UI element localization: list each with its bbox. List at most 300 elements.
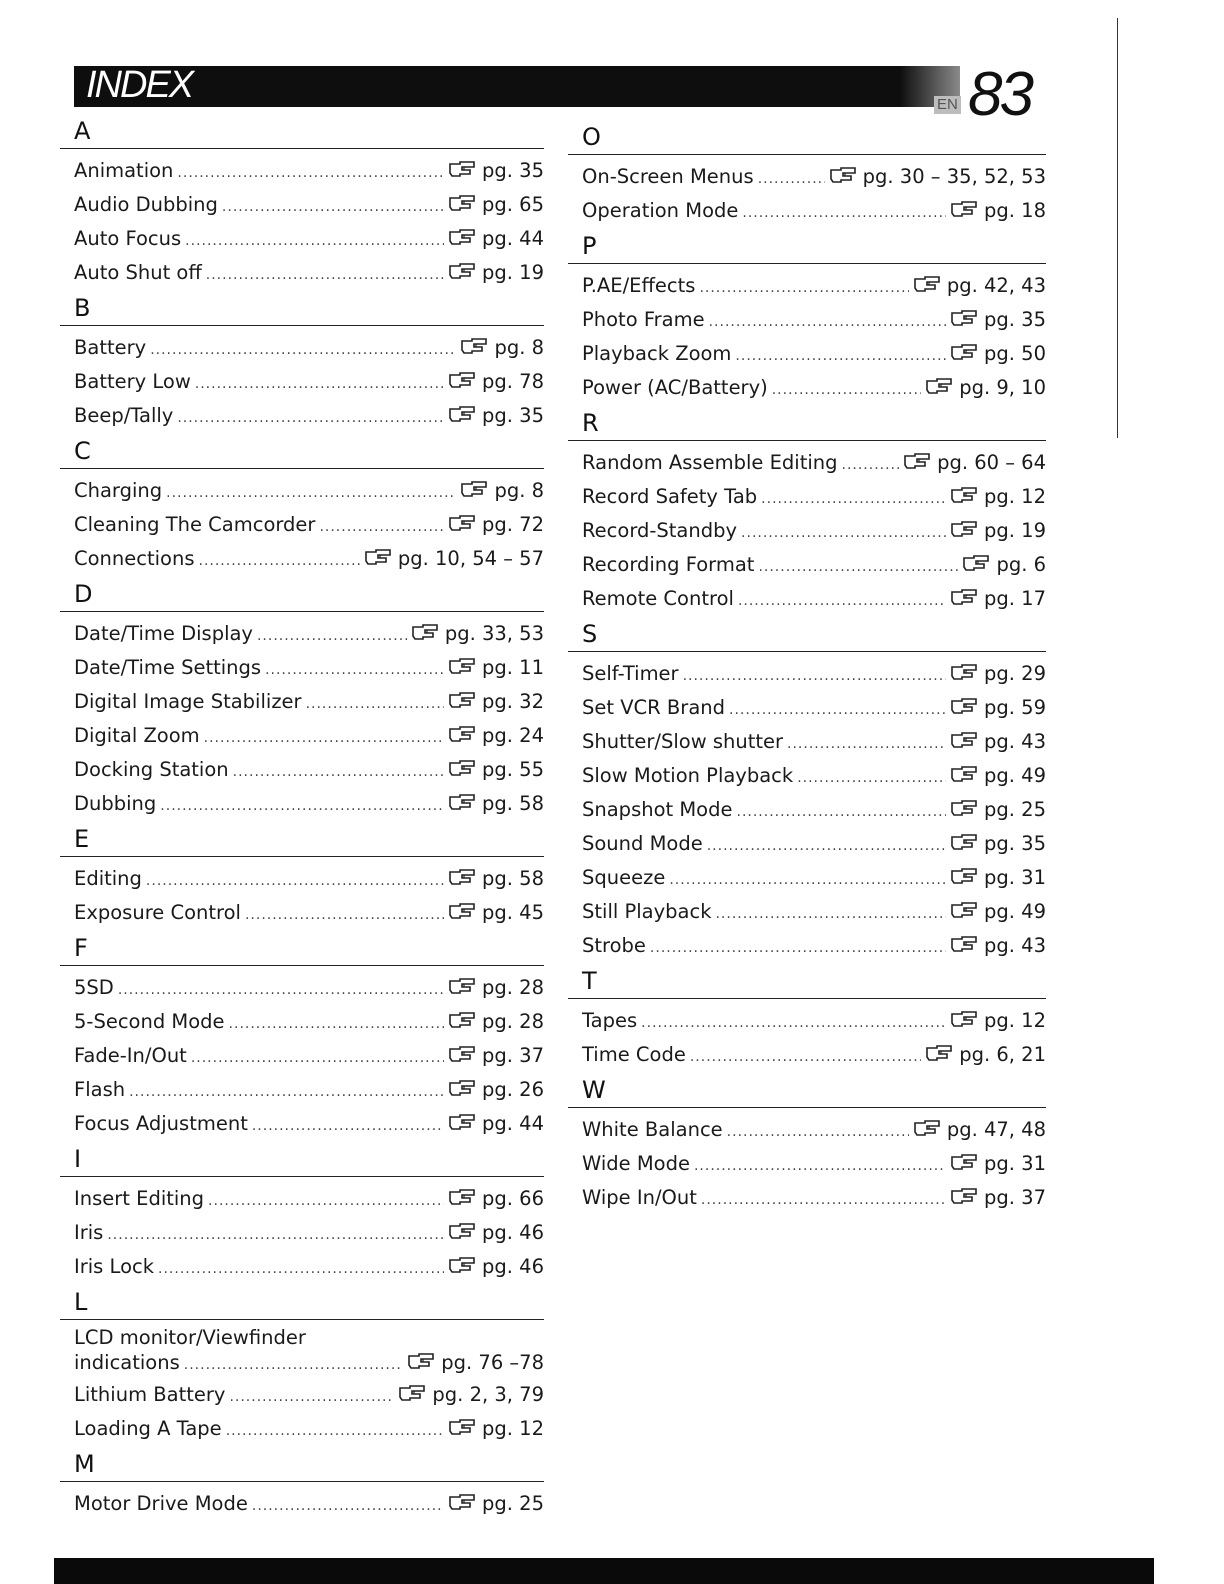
- leader-dots: [306, 689, 444, 720]
- index-entry: [60, 543, 544, 577]
- entry-page-ref: [460, 332, 544, 363]
- page-ref-text: pg. 6, 21: [959, 1043, 1046, 1066]
- leader-dots: [118, 975, 444, 1006]
- index-entry: [60, 972, 544, 1006]
- leader-dots: [158, 1254, 444, 1285]
- entry-page-ref: [950, 583, 1046, 614]
- leader-dots: [252, 1491, 444, 1522]
- section-divider: [568, 998, 1046, 999]
- entry-name: Self-Timer: [582, 662, 679, 685]
- index-entry: [60, 332, 544, 366]
- section-divider: [568, 1107, 1046, 1108]
- leader-dots: [107, 1220, 444, 1251]
- pointing-hand-icon: [448, 189, 476, 205]
- pointing-hand-icon: [448, 863, 476, 879]
- index-entry: [568, 161, 1046, 195]
- pointing-hand-icon: [448, 509, 476, 525]
- index-entry: [60, 788, 544, 822]
- entry-page-ref: [913, 1114, 1046, 1145]
- pointing-hand-icon: [950, 481, 978, 497]
- section-letter: C: [74, 437, 91, 465]
- entry-page-ref: [448, 863, 544, 894]
- section-letter: R: [582, 409, 599, 437]
- pointing-hand-icon: [448, 788, 476, 804]
- section-letter: A: [74, 117, 91, 145]
- page-ref-text: pg. 32: [482, 690, 544, 713]
- pointing-hand-icon: [448, 223, 476, 239]
- page-ref-text: pg. 46: [482, 1221, 544, 1244]
- entry-name: Beep/Tally: [74, 404, 174, 427]
- leader-dots: [761, 484, 946, 515]
- index-entry-multiline: [60, 1326, 544, 1379]
- section-divider: [60, 1176, 544, 1177]
- page-ref-text: pg. 28: [482, 1010, 544, 1033]
- page-ref-text: pg. 43: [984, 730, 1046, 753]
- page-ref-text: pg. 35: [482, 404, 544, 427]
- pointing-hand-icon: [950, 760, 978, 776]
- section-divider: [60, 1481, 544, 1482]
- leader-dots: [742, 198, 946, 229]
- entry-name: Motor Drive Mode: [74, 1492, 248, 1515]
- leader-dots: [772, 375, 921, 406]
- index-entry: [568, 896, 1046, 930]
- leader-dots: [208, 1186, 444, 1217]
- page-ref-text: pg. 12: [984, 1009, 1046, 1032]
- entry-page-ref: [448, 972, 544, 1003]
- index-column-left: [60, 114, 544, 1522]
- entry-page-ref: [448, 366, 544, 397]
- pointing-hand-icon: [460, 475, 488, 491]
- entry-name: Charging: [74, 479, 163, 502]
- page-ref-text: pg. 19: [984, 519, 1046, 542]
- footer-bar: [54, 1558, 1154, 1584]
- index-entry: [568, 447, 1046, 481]
- page-ref-text: pg. 59: [984, 696, 1046, 719]
- entry-name: White Balance: [582, 1118, 723, 1141]
- page-ref-text: pg. 19: [482, 261, 544, 284]
- entry-page-ref: [950, 692, 1046, 723]
- entry-page-ref: [950, 828, 1046, 859]
- index-entry: [60, 754, 544, 788]
- section-letter: P: [582, 232, 597, 260]
- leader-dots: [185, 226, 444, 257]
- index-entry: [60, 618, 544, 652]
- index-entry: [568, 583, 1046, 617]
- pointing-hand-icon: [448, 1413, 476, 1429]
- pointing-hand-icon: [950, 195, 978, 211]
- entry-name: Power (AC/Battery): [582, 376, 768, 399]
- leader-dots: [226, 1416, 444, 1447]
- index-entry: [568, 1182, 1046, 1216]
- section-divider: [568, 651, 1046, 652]
- page-ref-text: pg. 31: [984, 866, 1046, 889]
- pointing-hand-icon: [925, 372, 953, 388]
- leader-dots: [758, 552, 958, 583]
- section-letter: E: [74, 825, 90, 853]
- pointing-hand-icon: [950, 304, 978, 320]
- pointing-hand-icon: [448, 400, 476, 416]
- pointing-hand-icon: [950, 692, 978, 708]
- leader-dots: [699, 273, 908, 304]
- page-ref-text: pg. 30 – 35, 52, 53: [862, 165, 1046, 188]
- entry-page-ref: [448, 754, 544, 785]
- index-entry: [60, 1108, 544, 1142]
- leader-dots: [229, 1009, 444, 1040]
- index-entry: [60, 1217, 544, 1251]
- entry-name: Lithium Battery: [74, 1383, 226, 1406]
- entry-name: Date/Time Display: [74, 622, 253, 645]
- pointing-hand-icon: [448, 1251, 476, 1267]
- entry-page-ref: [950, 338, 1046, 369]
- pointing-hand-icon: [913, 270, 941, 286]
- pointing-hand-icon: [950, 658, 978, 674]
- entry-name: Shutter/Slow shutter: [582, 730, 784, 753]
- entry-name: Digital Image Stabilizer: [74, 690, 302, 713]
- pointing-hand-icon: [448, 720, 476, 736]
- entry-name: Sound Mode: [582, 832, 703, 855]
- index-entry: [60, 897, 544, 931]
- page-ref-text: pg. 26: [482, 1078, 544, 1101]
- entry-page-ref: [448, 1006, 544, 1037]
- leader-dots: [669, 865, 946, 896]
- index-entry: [60, 509, 544, 543]
- index-entry: [60, 475, 544, 509]
- index-entry: [60, 1040, 544, 1074]
- entry-name: Digital Zoom: [74, 724, 200, 747]
- pointing-hand-icon: [950, 726, 978, 742]
- page-ref-text: pg. 50: [984, 342, 1046, 365]
- entry-name: Exposure Control: [74, 901, 241, 924]
- section-letter: T: [582, 967, 597, 995]
- leader-dots: [650, 933, 946, 964]
- entry-page-ref: [411, 618, 544, 649]
- leader-dots: [229, 1382, 394, 1413]
- entry-page-ref: [950, 481, 1046, 512]
- page-ref-text: pg. 12: [482, 1417, 544, 1440]
- entry-page-ref: [448, 155, 544, 186]
- index-entry: [568, 304, 1046, 338]
- page-ref-text: pg. 6: [996, 553, 1046, 576]
- page-ref-text: pg. 58: [482, 792, 544, 815]
- leader-dots: [129, 1077, 444, 1108]
- entry-name: Docking Station: [74, 758, 229, 781]
- entry-name: Operation Mode: [582, 199, 739, 222]
- language-tag: EN: [934, 96, 961, 114]
- page-ref-text: pg. 25: [482, 1492, 544, 1515]
- leader-dots: [222, 192, 444, 223]
- entry-name: P.AE/Effects: [582, 274, 696, 297]
- pointing-hand-icon: [448, 1006, 476, 1022]
- entry-page-ref: [903, 447, 1046, 478]
- index-entry: [568, 930, 1046, 964]
- pointing-hand-icon: [407, 1349, 435, 1365]
- entry-name: Auto Shut off: [74, 261, 202, 284]
- pointing-hand-icon: [913, 1114, 941, 1130]
- page-ref-text: pg. 31: [984, 1152, 1046, 1175]
- entry-name: 5-Second Mode: [74, 1010, 225, 1033]
- entry-name: Iris Lock: [74, 1255, 155, 1278]
- leader-dots: [729, 695, 946, 726]
- index-entry: [60, 1488, 544, 1522]
- index-entry: [568, 372, 1046, 406]
- leader-dots: [715, 899, 946, 930]
- pointing-hand-icon: [950, 1148, 978, 1164]
- entry-name: On-Screen Menus: [582, 165, 754, 188]
- leader-dots: [146, 866, 444, 897]
- index-entry: [60, 652, 544, 686]
- pointing-hand-icon: [448, 652, 476, 668]
- entry-page-ref: [448, 1217, 544, 1248]
- pointing-hand-icon: [448, 1217, 476, 1233]
- entry-page-ref: [448, 1251, 544, 1282]
- pointing-hand-icon: [950, 862, 978, 878]
- index-entry: [60, 257, 544, 291]
- index-entry: [60, 366, 544, 400]
- page-ref-text: pg. 65: [482, 193, 544, 216]
- entry-page-ref: [950, 304, 1046, 335]
- leader-dots: [797, 763, 946, 794]
- index-entry: [60, 863, 544, 897]
- pointing-hand-icon: [925, 1039, 953, 1055]
- section-divider: [60, 148, 544, 149]
- entry-name: Focus Adjustment: [74, 1112, 248, 1135]
- entry-name: Battery: [74, 336, 147, 359]
- leader-dots: [233, 757, 444, 788]
- section-letter: D: [74, 580, 93, 608]
- section-divider: [568, 154, 1046, 155]
- entry-page-ref: [448, 509, 544, 540]
- entry-name: LCD monitor/Viewfinder: [74, 1326, 306, 1349]
- pointing-hand-icon: [448, 1488, 476, 1504]
- entry-name: Cleaning The Camcorder: [74, 513, 316, 536]
- entry-name: Playback Zoom: [582, 342, 732, 365]
- entry-page-ref: [950, 726, 1046, 757]
- index-entry: [60, 1183, 544, 1217]
- section-letter: W: [582, 1076, 606, 1104]
- leader-dots: [150, 335, 456, 366]
- page-ref-text: pg. 28: [482, 976, 544, 999]
- index-entry: [568, 658, 1046, 692]
- entry-page-ref: [448, 1183, 544, 1214]
- entry-page-ref: [950, 1182, 1046, 1213]
- entry-name: Still Playback: [582, 900, 712, 923]
- page-ref-text: pg. 66: [482, 1187, 544, 1210]
- leader-dots: [842, 450, 900, 481]
- leader-dots: [319, 512, 444, 543]
- index-entry: [568, 1039, 1046, 1073]
- page-ref-text: pg. 44: [482, 227, 544, 250]
- leader-dots: [727, 1117, 909, 1148]
- entry-name: Tapes: [582, 1009, 638, 1032]
- index-entry: [60, 155, 544, 189]
- entry-page-ref: [448, 1413, 544, 1444]
- entry-page-ref: [448, 400, 544, 431]
- entry-name: Animation: [74, 159, 174, 182]
- index-entry: [568, 270, 1046, 304]
- pointing-hand-icon: [950, 515, 978, 531]
- pointing-hand-icon: [448, 1040, 476, 1056]
- leader-dots: [741, 518, 946, 549]
- page-ref-text: pg. 37: [984, 1186, 1046, 1209]
- leader-dots: [204, 723, 444, 754]
- section-letter: F: [74, 934, 88, 962]
- entry-name: Flash: [74, 1078, 126, 1101]
- entry-page-ref: [962, 549, 1046, 580]
- page-ref-text: pg. 43: [984, 934, 1046, 957]
- entry-name: Wide Mode: [582, 1152, 690, 1175]
- page-ref-text: pg. 12: [984, 485, 1046, 508]
- leader-dots: [690, 1042, 921, 1073]
- leader-dots: [707, 831, 946, 862]
- index-entry: [568, 1148, 1046, 1182]
- entry-name: Record-Standby: [582, 519, 738, 542]
- page-ref-text: pg. 49: [984, 900, 1046, 923]
- page-ref-text: pg. 8: [494, 479, 544, 502]
- section-divider: [60, 1319, 544, 1320]
- leader-dots: [683, 661, 946, 692]
- leader-dots: [758, 164, 825, 195]
- leader-dots: [177, 403, 444, 434]
- entry-page-ref: [950, 515, 1046, 546]
- entry-page-ref: [925, 1039, 1046, 1070]
- entry-page-ref: [925, 372, 1046, 403]
- entry-name: indications: [74, 1351, 180, 1374]
- section-letter: O: [582, 123, 601, 151]
- pointing-hand-icon: [448, 897, 476, 913]
- page-ref-text: pg. 47, 48: [946, 1118, 1046, 1141]
- leader-dots: [199, 546, 360, 577]
- pointing-hand-icon: [448, 686, 476, 702]
- entry-page-ref: [448, 720, 544, 751]
- pointing-hand-icon: [950, 338, 978, 354]
- page-ref-text: pg. 45: [482, 901, 544, 924]
- pointing-hand-icon: [950, 1005, 978, 1021]
- entry-page-ref: [950, 794, 1046, 825]
- entry-name: Slow Motion Playback: [582, 764, 794, 787]
- page-ref-text: pg. 35: [984, 832, 1046, 855]
- pointing-hand-icon: [460, 332, 488, 348]
- index-entry: [60, 1006, 544, 1040]
- entry-page-ref: [950, 930, 1046, 961]
- page-ref-text: pg. 60 – 64: [937, 451, 1046, 474]
- index-entry: [568, 338, 1046, 372]
- index-entry: [568, 828, 1046, 862]
- entry-page-ref: [460, 475, 544, 506]
- entry-page-ref: [448, 1108, 544, 1139]
- pointing-hand-icon: [950, 896, 978, 912]
- entry-name: Connections: [74, 547, 195, 570]
- pointing-hand-icon: [950, 794, 978, 810]
- page-ref-text: pg. 9, 10: [959, 376, 1046, 399]
- leader-dots: [709, 307, 946, 338]
- leader-dots: [265, 655, 444, 686]
- entry-name: Wipe In/Out: [582, 1186, 697, 1209]
- entry-name: Auto Focus: [74, 227, 182, 250]
- entry-page-ref: [448, 1488, 544, 1519]
- entry-name: Date/Time Settings: [74, 656, 262, 679]
- entry-page-ref: [950, 862, 1046, 893]
- index-entry: [60, 1413, 544, 1447]
- index-entry: [60, 400, 544, 434]
- entry-name: Photo Frame: [582, 308, 705, 331]
- section-letter: I: [74, 1145, 82, 1173]
- index-entry: [568, 862, 1046, 896]
- pointing-hand-icon: [448, 754, 476, 770]
- entry-name: Editing: [74, 867, 142, 890]
- entry-page-ref: [364, 543, 544, 574]
- leader-dots: [184, 1352, 404, 1379]
- page-ref-text: pg. 44: [482, 1112, 544, 1135]
- entry-name: Record Safety Tab: [582, 485, 758, 508]
- pointing-hand-icon: [950, 828, 978, 844]
- pointing-hand-icon: [398, 1379, 426, 1395]
- leader-dots: [195, 369, 444, 400]
- index-entry: [568, 515, 1046, 549]
- page-ref-text: pg. 42, 43: [946, 274, 1046, 297]
- entry-page-ref: [950, 760, 1046, 791]
- pointing-hand-icon: [962, 549, 990, 565]
- page-ref-text: pg. 18: [984, 199, 1046, 222]
- index-entry: [74, 1349, 544, 1379]
- index-entry: [568, 794, 1046, 828]
- page-ref-text: pg. 11: [482, 656, 544, 679]
- entry-name: Dubbing: [74, 792, 157, 815]
- entry-name: Recording Format: [582, 553, 755, 576]
- entry-page-ref: [448, 1074, 544, 1105]
- page-ref-text: pg. 29: [984, 662, 1046, 685]
- index-entry: [568, 195, 1046, 229]
- page-ref-text: pg. 37: [482, 1044, 544, 1067]
- leader-dots: [738, 586, 946, 617]
- leader-dots: [737, 797, 947, 828]
- page-ref-text: pg. 55: [482, 758, 544, 781]
- entry-page-ref: [950, 195, 1046, 226]
- leader-dots: [160, 791, 444, 822]
- pointing-hand-icon: [448, 1074, 476, 1090]
- entry-name: Snapshot Mode: [582, 798, 733, 821]
- entry-page-ref: [913, 270, 1046, 301]
- entry-page-ref: [398, 1379, 544, 1410]
- leader-dots: [641, 1008, 946, 1039]
- entry-page-ref: [950, 896, 1046, 927]
- entry-name: Squeeze: [582, 866, 666, 889]
- index-entry: [60, 720, 544, 754]
- entry-name: Battery Low: [74, 370, 191, 393]
- section-divider: [60, 856, 544, 857]
- page-ref-text: pg. 17: [984, 587, 1046, 610]
- page-ref-text: pg. 46: [482, 1255, 544, 1278]
- index-entry: [568, 1114, 1046, 1148]
- entry-name: Remote Control: [582, 587, 734, 610]
- index-entry: [60, 1074, 544, 1108]
- section-divider: [568, 440, 1046, 441]
- pointing-hand-icon: [448, 257, 476, 273]
- leader-dots: [252, 1111, 444, 1142]
- entry-page-ref: [448, 897, 544, 928]
- pointing-hand-icon: [448, 1183, 476, 1199]
- index-entry: [568, 726, 1046, 760]
- page-ref-text: pg. 35: [482, 159, 544, 182]
- section-letter: B: [74, 294, 91, 322]
- pointing-hand-icon: [448, 972, 476, 988]
- page-ref-text: pg. 10, 54 – 57: [397, 547, 544, 570]
- pointing-hand-icon: [448, 155, 476, 171]
- page-title: INDEX: [86, 64, 193, 106]
- page-ref-text: pg. 35: [984, 308, 1046, 331]
- entry-page-ref: [448, 223, 544, 254]
- pointing-hand-icon: [950, 1182, 978, 1198]
- index-entry: [60, 1251, 544, 1285]
